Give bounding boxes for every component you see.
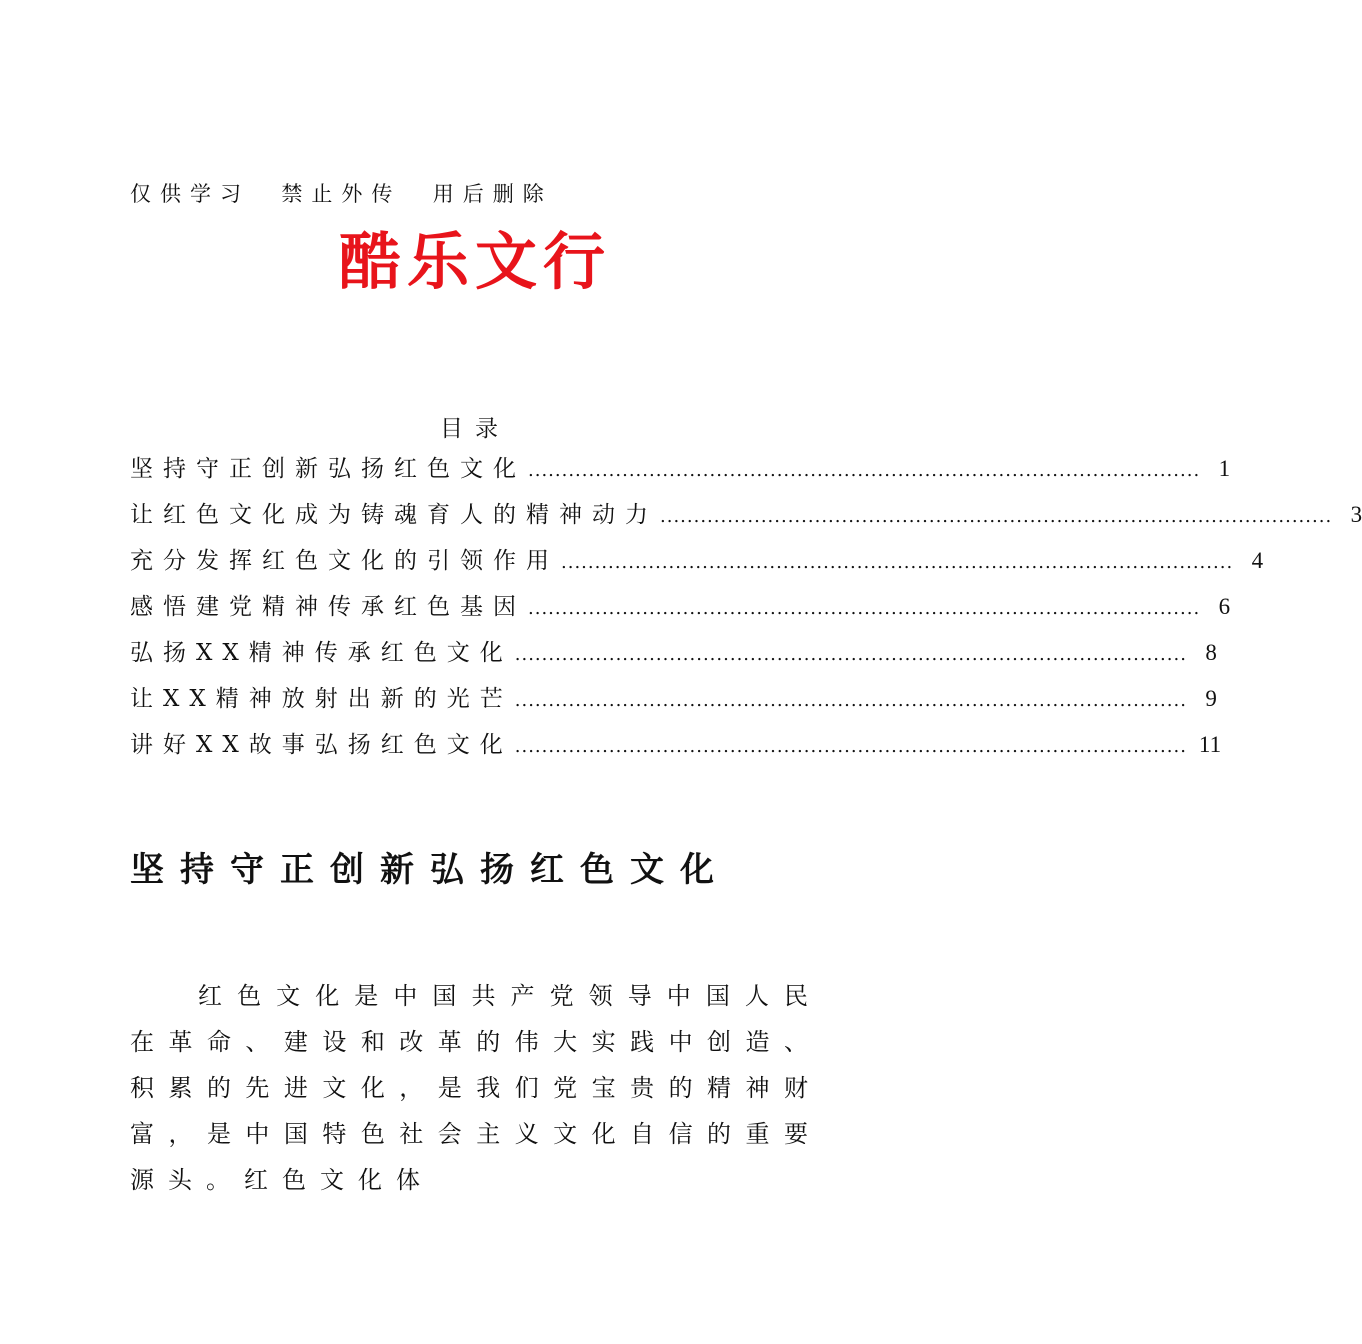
toc-leader-dots: .................................................................................................... <box>514 736 1187 757</box>
toc-entry-title: 让红色文化成为铸魂育人的精神动力 <box>130 502 658 528</box>
toc-entry[interactable] <box>130 542 1264 588</box>
toc-entry[interactable] <box>130 634 1217 680</box>
toc-leader-dots: .................................................................................................... <box>528 460 1201 481</box>
toc-entry-page: 11 <box>1198 732 1222 757</box>
toc-entry-title: 弘扬XX精神传承红色文化 <box>130 640 513 666</box>
table-of-contents <box>130 450 1362 772</box>
toc-entry-page: 1 <box>1218 456 1231 481</box>
toc-leader-dots: .................................................................................................... <box>660 506 1333 527</box>
distribution-notice: 仅供学习 禁止外传 用后删除 <box>130 182 553 206</box>
toc-leader-dots: .................................................................................................... <box>561 552 1234 573</box>
toc-entry-page: 9 <box>1205 686 1217 711</box>
toc-leader-dots: .................................................................................................... <box>528 598 1201 619</box>
toc-entry-page: 4 <box>1251 548 1264 573</box>
body-paragraph: 红色文化是中国共产党领导中国人民在革命、建设和改革的伟大实践中创造、积累的先进文化，是我们党宝贵的精神财富，是中国特色社会主义文化自信的重要源头。红色文化体 <box>130 982 822 1194</box>
toc-entry-title: 讲好XX故事弘扬红色文化 <box>130 732 513 758</box>
toc-entry[interactable] <box>130 680 1217 726</box>
toc-entry[interactable] <box>130 496 1362 542</box>
toc-entry-page: 8 <box>1205 640 1217 665</box>
section-heading: 坚持守正创新弘扬红色文化 <box>130 850 730 890</box>
toc-entry-page: 6 <box>1218 594 1231 619</box>
toc-entry[interactable] <box>130 450 1231 496</box>
toc-entry[interactable] <box>130 726 1222 772</box>
brand-title: 酷乐文行 <box>338 225 611 298</box>
toc-entry-page: 3 <box>1350 502 1362 527</box>
toc-entry-title: 坚持守正创新弘扬红色文化 <box>130 456 526 482</box>
toc-entry-title: 充分发挥红色文化的引领作用 <box>130 548 559 574</box>
toc-entry-title: 让XX精神放射出新的光芒 <box>130 686 513 712</box>
toc-entry-title: 感悟建党精神传承红色基因 <box>130 594 526 620</box>
toc-leader-dots: .................................................................................................... <box>514 644 1187 665</box>
toc-entry[interactable] <box>130 588 1231 634</box>
toc-leader-dots: .................................................................................................... <box>514 690 1187 711</box>
toc-title: 目录 <box>440 416 510 442</box>
